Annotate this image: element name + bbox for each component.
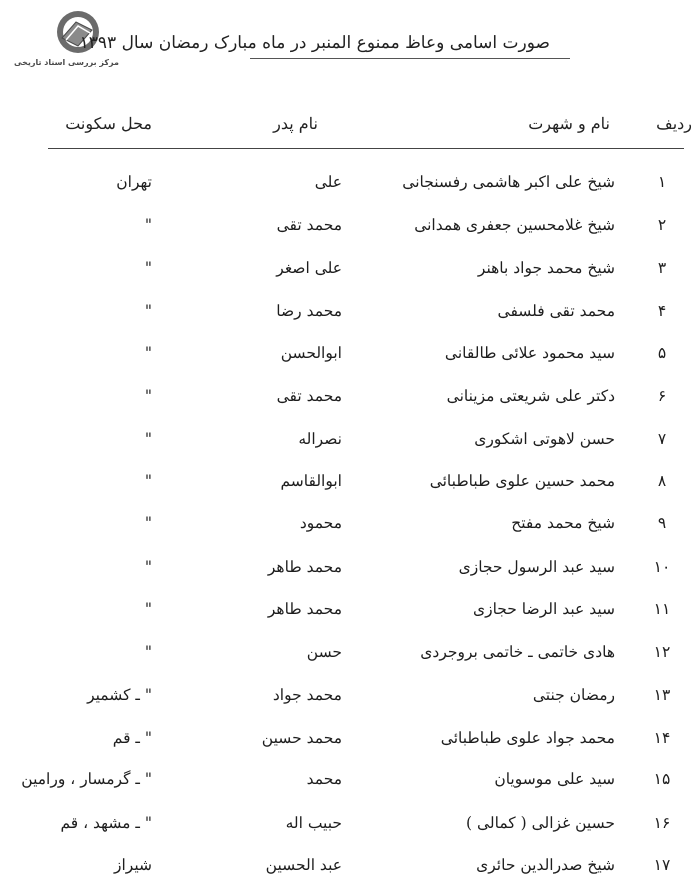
row-father: ابوالحسن [280,344,342,362]
row-number: ۲ [657,216,667,234]
row-name: حسین غزالی ( کمالی ) [466,814,615,832]
row-name: دکتر علی شریعتی مزینانی [446,387,615,405]
row-number: ۱۴ [653,729,671,747]
table-row [0,216,700,246]
row-name: شیخ محمد مفتح [511,514,615,532]
row-residence: شیراز [113,856,152,874]
row-number: ۱۷ [653,856,671,874]
row-residence: " ـ قم [112,729,152,747]
row-residence: " [144,430,152,448]
row-father: محمود [299,514,342,532]
row-father: ابوالقاسم [280,472,342,490]
row-father: حسن [306,643,342,661]
table-row [0,173,700,203]
table-row [0,770,700,800]
table-row [0,472,700,502]
row-name: محمد تقی فلسفی [497,302,615,320]
row-residence: " [144,643,152,661]
row-number: ۱ [657,173,667,191]
table-row [0,259,700,289]
row-number: ۱۰ [653,558,671,576]
row-residence: " [144,216,152,234]
row-residence: " [144,514,152,532]
row-name: شیخ صدرالدین حائری [476,856,615,874]
column-header-row: ردیف [656,114,692,133]
row-residence: " [144,302,152,320]
row-father: محمد حسین [261,729,342,747]
row-name: شیخ غلامحسین جعفری همدانی [414,216,615,234]
row-name: حسن لاهوتی اشکوری [474,430,615,448]
row-name: محمد جواد علوی طباطبائی [440,729,615,747]
row-name: شیخ علی اکبر هاشمی رفسنجانی [402,173,615,191]
row-father: محمد [306,770,342,788]
row-residence: " [144,472,152,490]
table-row [0,643,700,673]
table-row [0,558,700,588]
row-number: ۱۵ [653,770,671,788]
column-header-father: نام پدر [273,114,318,133]
row-residence: " [144,600,152,618]
row-father: حبیب اله [285,814,342,832]
row-number: ۷ [657,430,667,448]
row-number: ۹ [657,514,667,532]
row-father: محمد طاهر [267,558,342,576]
row-residence: " [144,558,152,576]
row-name: هادی خاتمی ـ خاتمی بروجردی [420,643,615,661]
row-residence: " [144,344,152,362]
page-title: صورت اسامی وعاظ ممنوع المنبر در ماه مبارک رمضان سال ۱۳۹۳ [79,33,550,53]
table-row [0,686,700,716]
row-residence: " ـ کشمیر [87,686,152,704]
row-father: نصراله [298,430,342,448]
logo-caption: مرکز بررسی اسناد تاریخی [14,58,119,67]
row-residence: " ـ مشهد ، قم [60,814,152,832]
table-row [0,814,700,844]
table-row [0,856,700,886]
column-header-name: نام و شهرت [528,114,610,133]
row-number: ۳ [657,259,667,277]
row-name: رمضان جنتی [532,686,615,704]
row-father: علی [314,173,342,191]
table-row [0,387,700,417]
row-name: سید عبد الرضا حجازی [472,600,615,618]
row-father: علی اصغر [276,259,342,277]
row-father: محمد طاهر [267,600,342,618]
row-father: عبد الحسین [265,856,342,874]
row-name: سید محمود علائی طالقانی [444,344,615,362]
row-father: محمد رضا [276,302,342,320]
row-residence: " ـ گرمسار ، ورامین [21,770,152,788]
row-father: محمد تقی [276,387,342,405]
row-number: ۱۲ [653,643,671,661]
row-father: محمد تقی [276,216,342,234]
row-father: محمد جواد [272,686,342,704]
row-number: ۱۳ [653,686,671,704]
row-name: سید علی موسویان [494,770,615,788]
table-row [0,600,700,630]
row-number: ۴ [657,302,667,320]
table-row [0,430,700,460]
row-number: ۶ [657,387,667,405]
column-header-residence: محل سکونت [65,114,152,133]
row-name: سید عبد الرسول حجازی [458,558,615,576]
table-row [0,514,700,544]
row-residence: " [144,387,152,405]
table-row [0,729,700,759]
table-row [0,302,700,332]
row-number: ۸ [657,472,667,490]
row-name: شیخ محمد جواد باهنر [477,259,615,277]
row-number: ۵ [657,344,667,362]
row-number: ۱۶ [653,814,671,832]
row-name: محمد حسین علوی طباطبائی [429,472,615,490]
table-row [0,344,700,374]
row-residence: تهران [116,173,152,191]
row-residence: " [144,259,152,277]
row-number: ۱۱ [653,600,671,618]
